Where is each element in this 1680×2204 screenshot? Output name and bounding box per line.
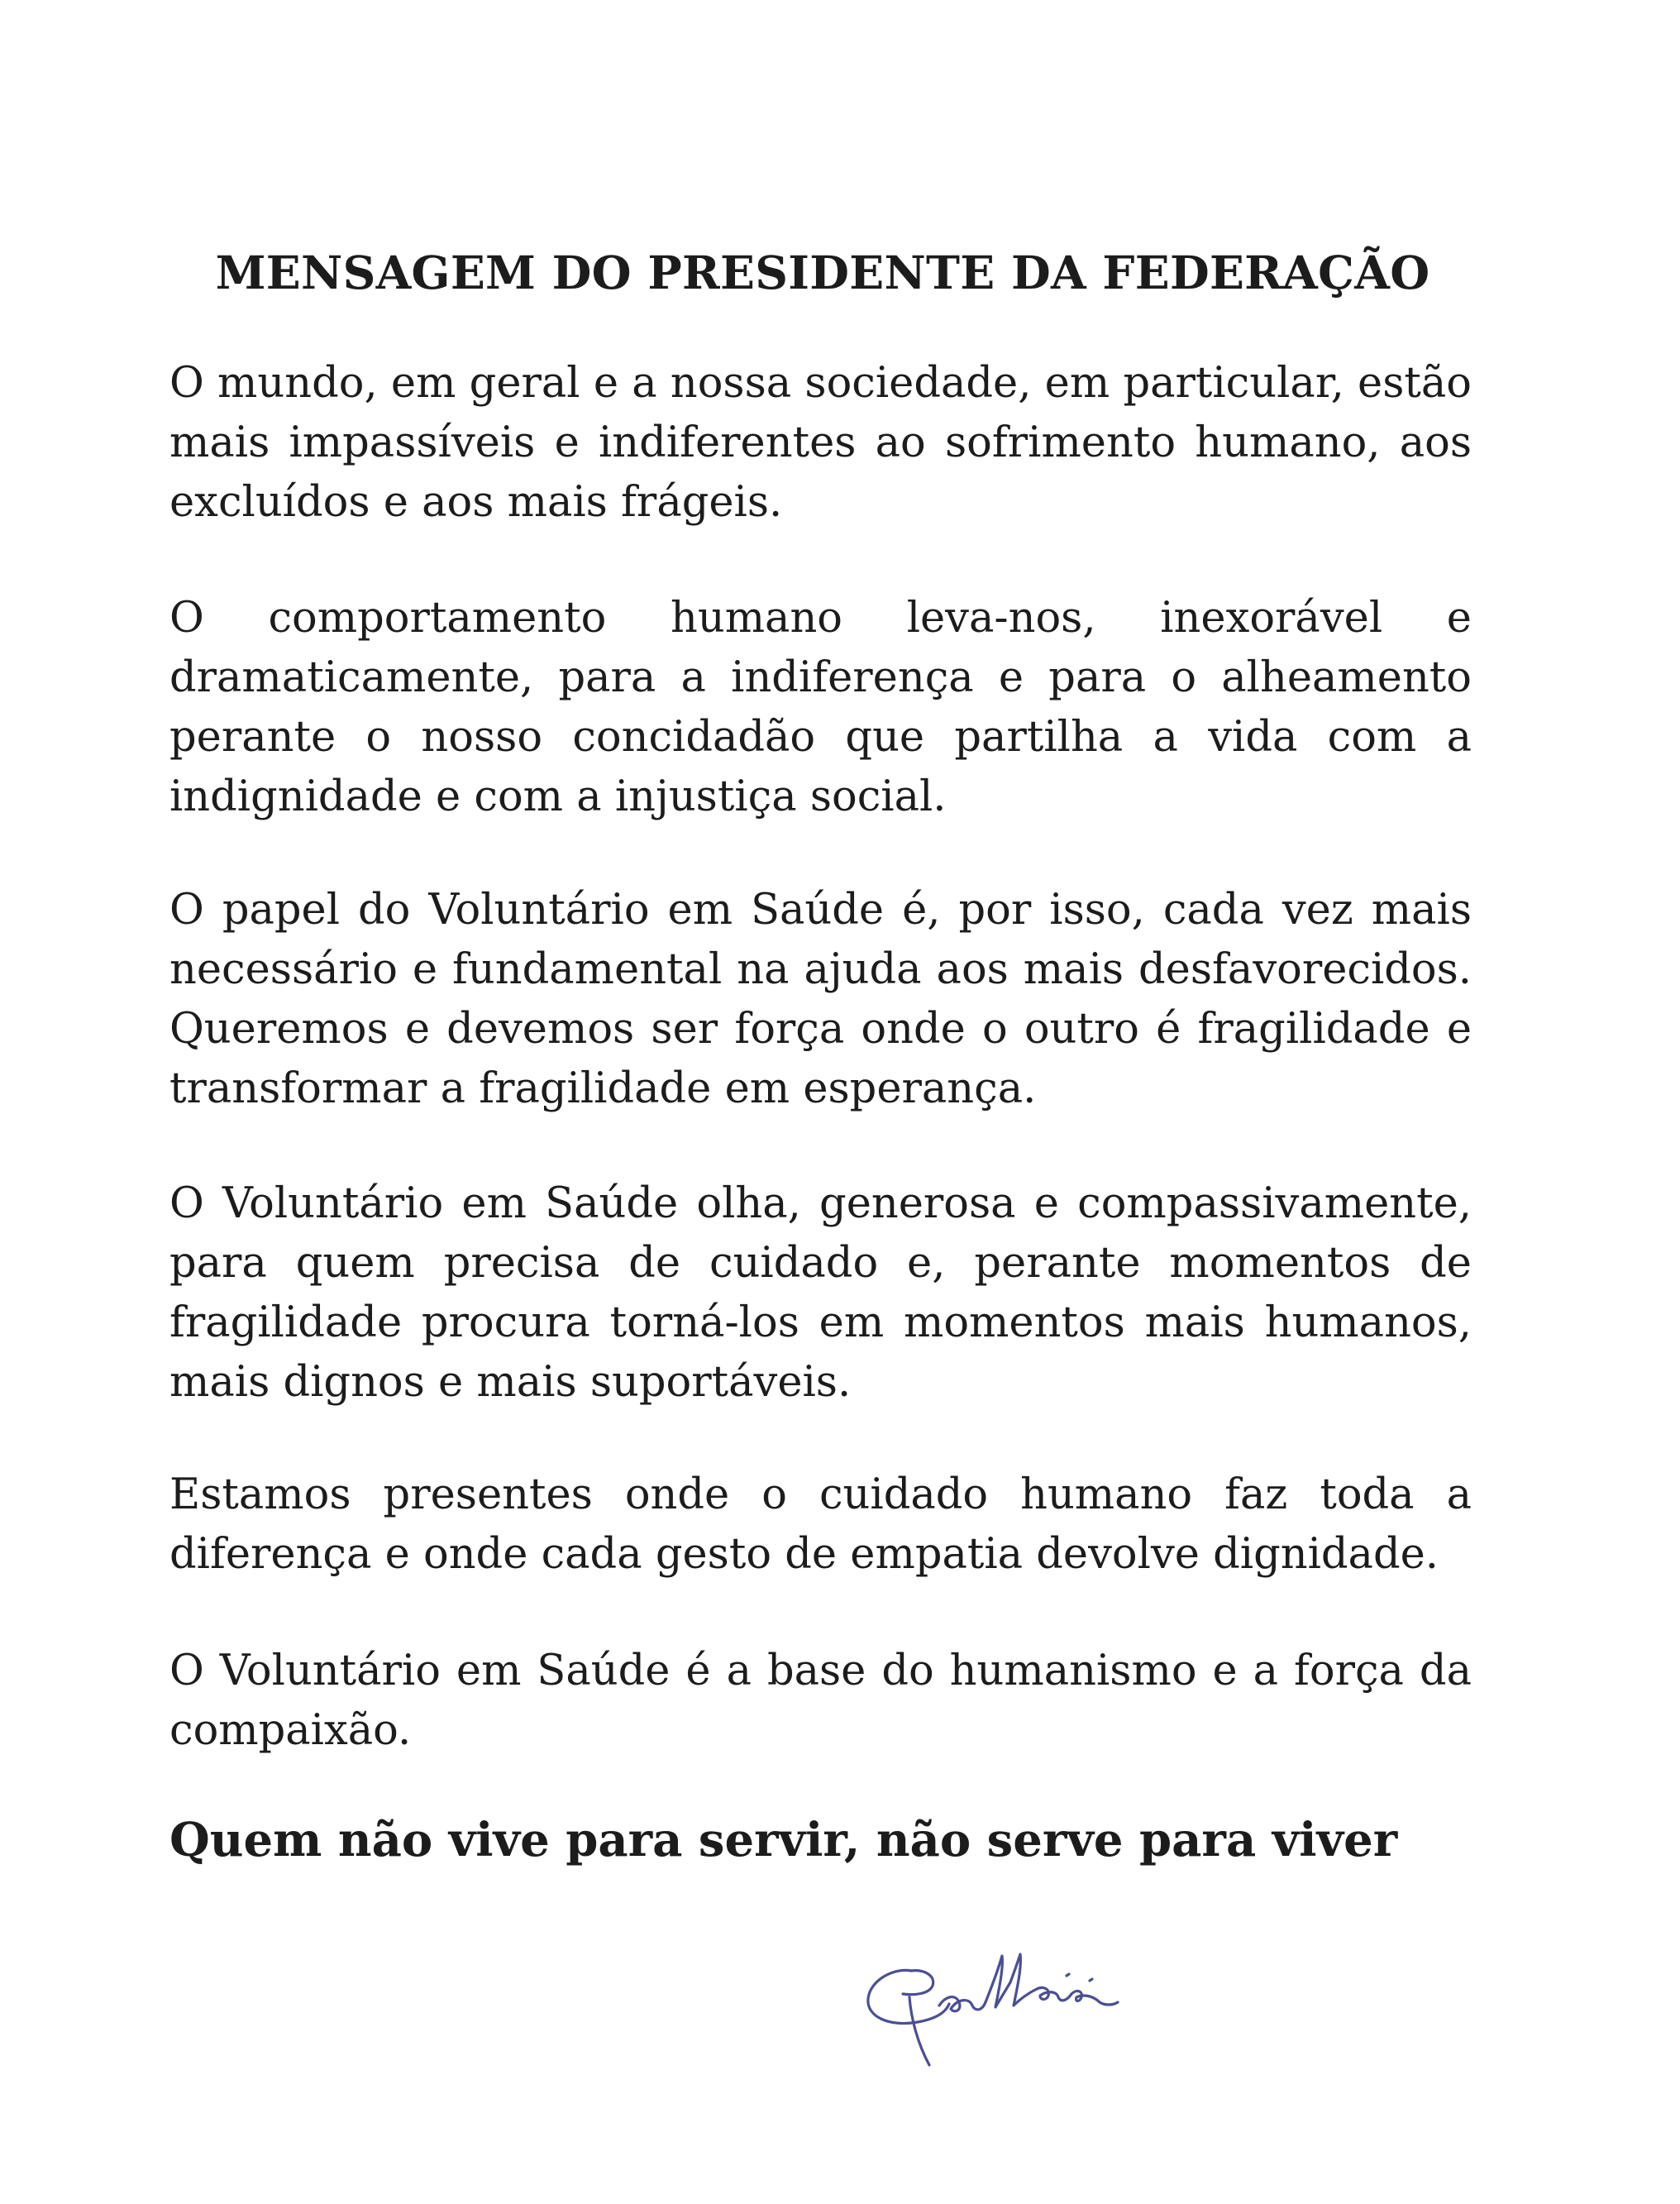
paragraph-2: O comportamento humano leva-nos, inexorável e dramaticamente, para a indiferença e para o alheamento perante o nosso concidadão que partilha a vida com a indignidade e com a injustiça social. xyxy=(169,594,1472,821)
closing-motto: Quem não vive para servir, não serve para viver xyxy=(169,1813,1398,1867)
paragraph-6: O Voluntário em Saúde é a base do humanismo e a força da compaixão. xyxy=(169,1647,1472,1755)
paragraph-3: O papel do Voluntário em Saúde é, por isso, cada vez mais necessário e fundamental na ajuda aos mais desfavorecidos. Queremos e devemos ser força onde o outro é fragilidade e transformar a fragilidade em esperança. xyxy=(169,886,1472,1113)
paragraph-5: Estamos presentes onde o cuidado humano faz toda a diferença e onde cada gesto de empatia devolve dignidade. xyxy=(169,1470,1472,1579)
page-title: MENSAGEM DO PRESIDENTE DA FEDERAÇÃO xyxy=(215,246,1430,299)
signature-icon xyxy=(860,1948,1224,2072)
paragraph-4: O Voluntário em Saúde olha, generosa e compassivamente, para quem precisa de cuidado e, perante momentos de fragilidade procura torná-los em momentos mais humanos, mais dignos e mais suportáveis. xyxy=(169,1179,1472,1407)
paragraph-1: O mundo, em geral e a nossa sociedade, em particular, estão mais impassíveis e indiferentes ao sofrimento humano, aos excluídos e aos mais frágeis. xyxy=(169,359,1472,527)
